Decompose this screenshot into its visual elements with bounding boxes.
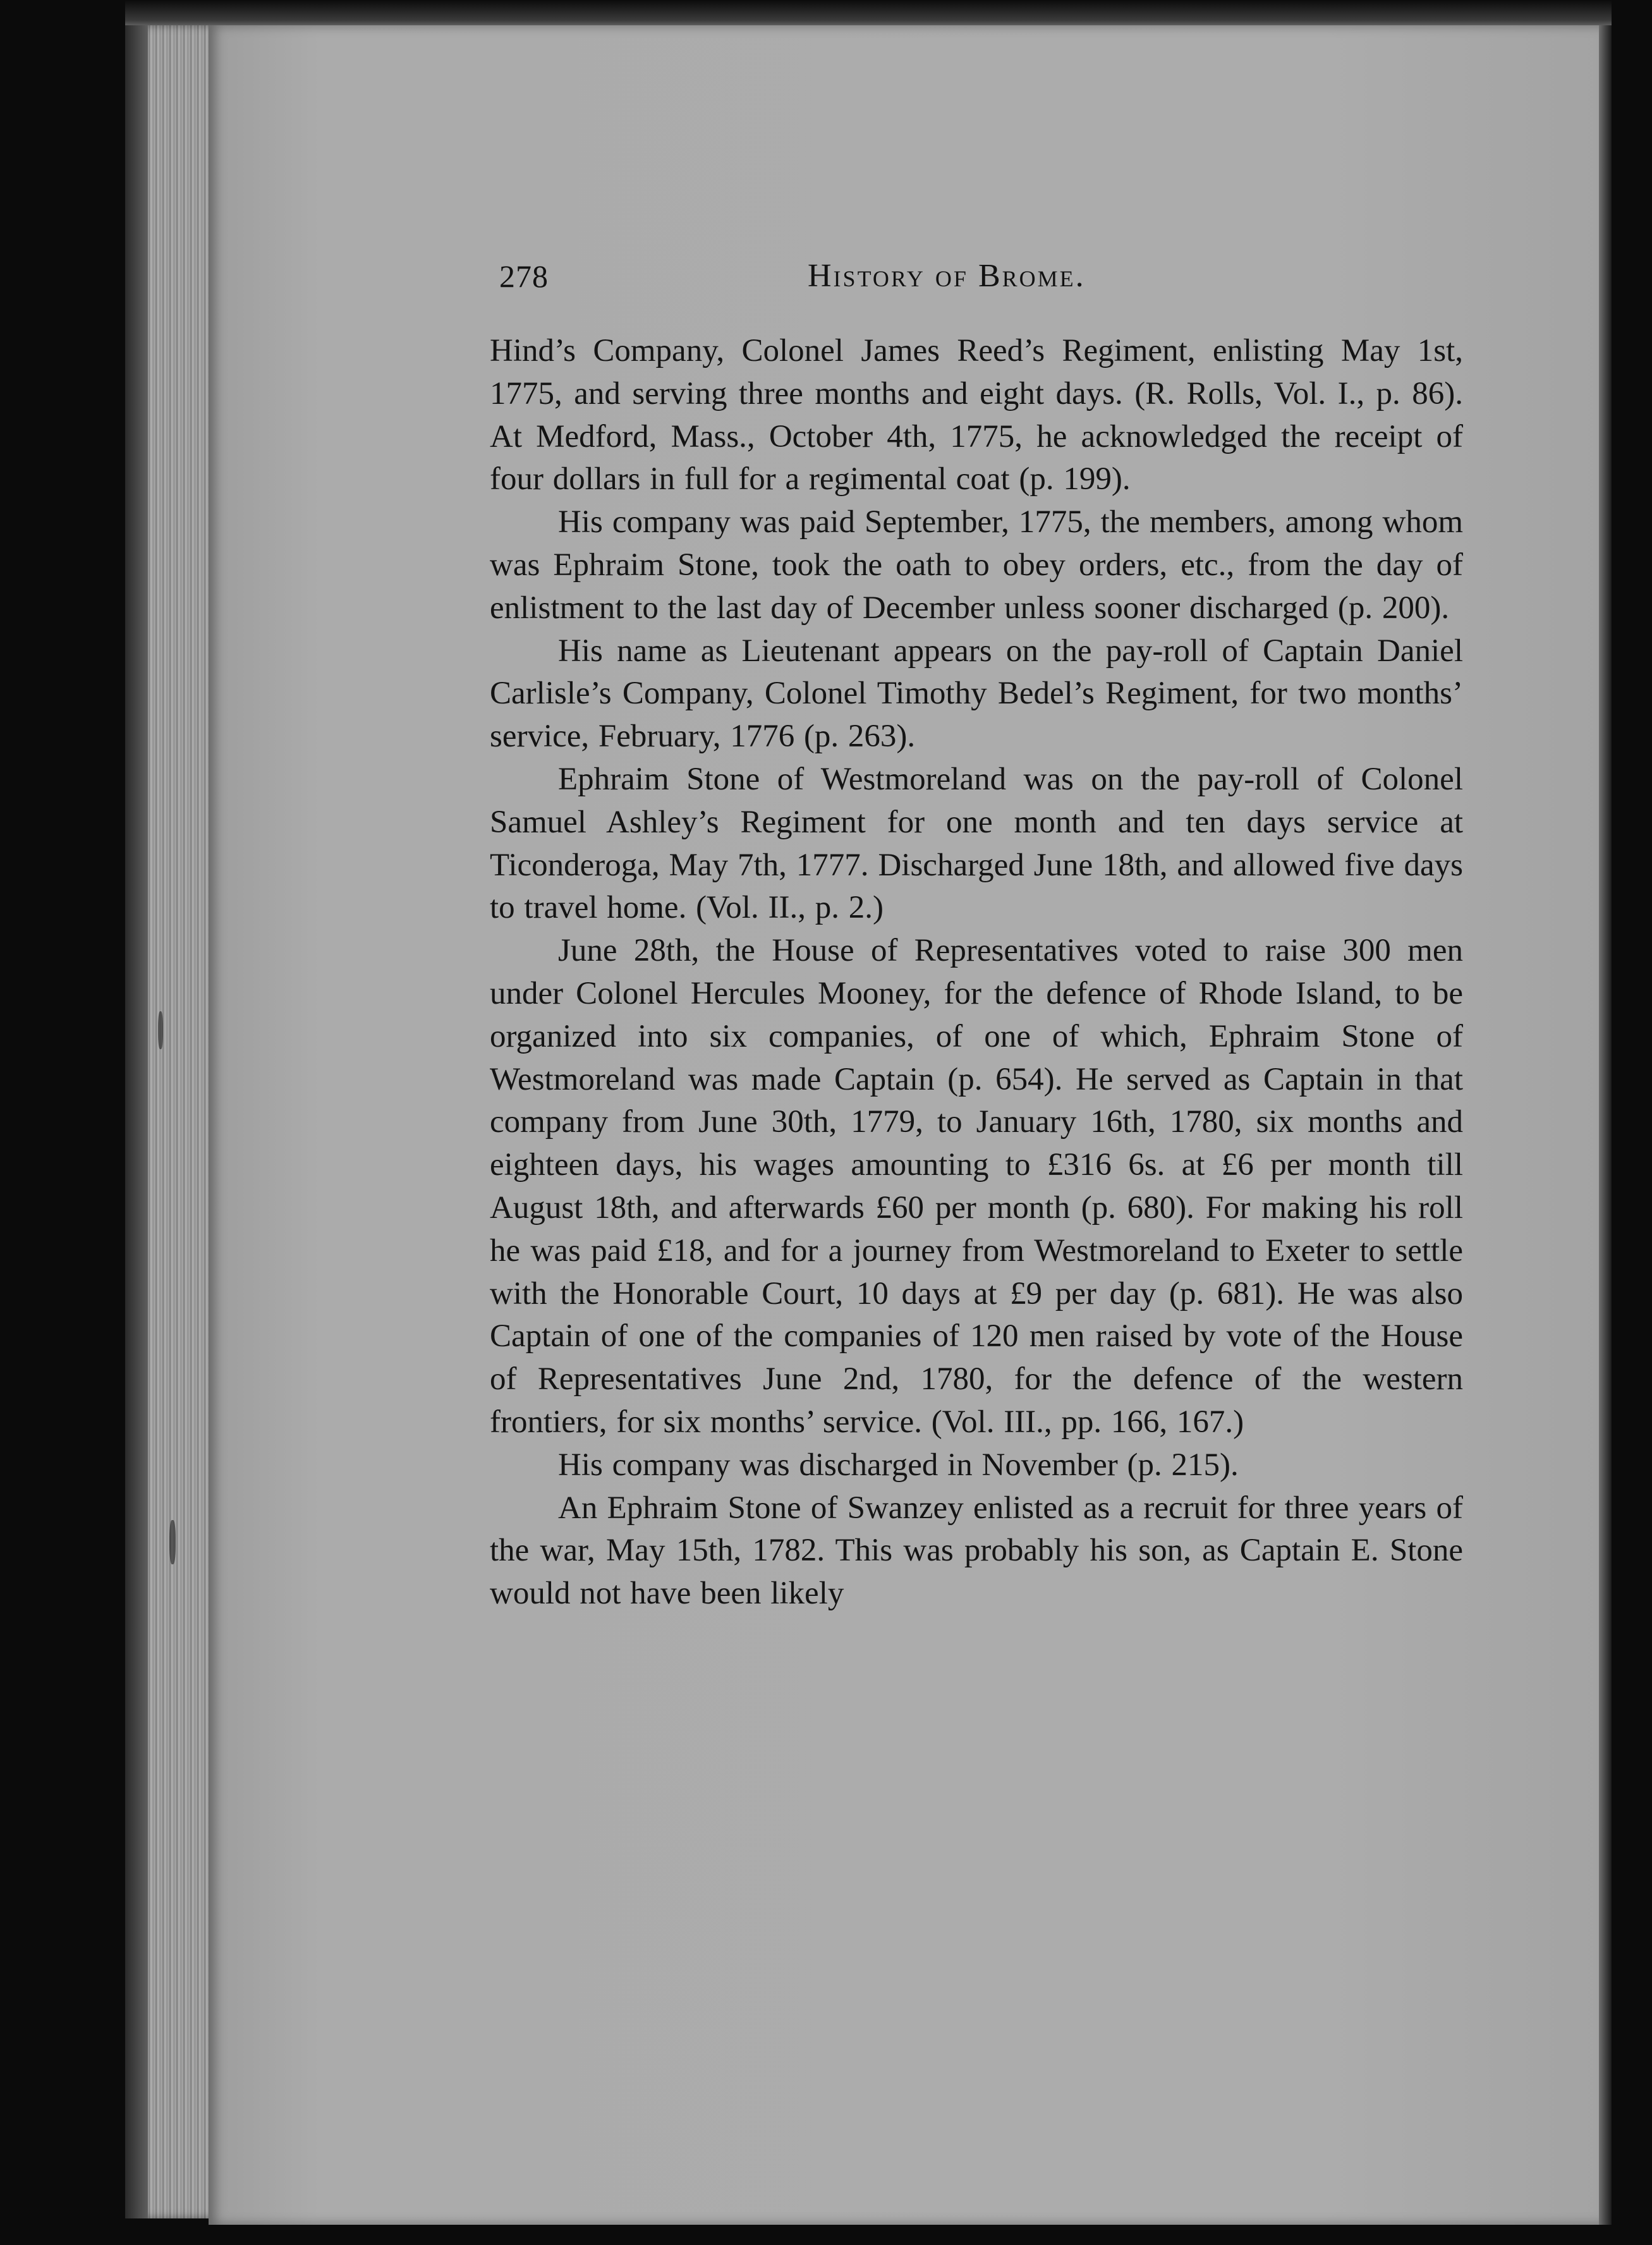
paragraph: An Ephraim Stone of Swanzey enlisted as a recruit for three years of the war, May 15th, 1782. This was probably his son, as Captain E. Stone would not have been likely [490,1490,1463,1612]
body-text [490,330,1463,1615]
paragraph: Ephraim Stone of Westmoreland was on the pay-roll of Colonel Samuel Ashley’s Regiment for one month and ten days service at Ticonderoga, May 7th, 1777. Discharged June 18th, and allowed five days to travel home. (Vol. II., p. 2.) [490,761,1463,926]
margin-mark [169,1520,176,1564]
paragraph: Hind’s Company, Colonel James Reed’s Regiment, enlisting May 1st, 1775, and serving three months and eight days. (R. Rolls, Vol. I., p. 86). At Medford, Mass., October 4th, 1775, he acknowledged the receipt of four dollars in full for a regimental coat (p. 199). [490,333,1463,497]
margin-mark [158,1011,163,1049]
page-number: 278 [499,259,549,294]
page-right-edge [1599,25,1612,2225]
paragraph: His company was discharged in November (p. 215). [558,1447,1239,1483]
paragraph: His company was paid September, 1775, the members, among whom was Ephraim Stone, took the oath to obey orders, etc., from the day of enlistment to the last day of December unless sooner discharged (p. 200). [490,504,1463,626]
running-head [499,254,1463,298]
paragraph: June 28th, the House of Representatives voted to raise 300 men under Colonel Hercules Mooney, for the defence of Rhode Island, to be organized into six companies, of one of which, Ephraim Stone of Westmoreland was made Captain (p. 654). He served as Captain in that company from June 30th, 1779, to January 16th, 1780, six months and eighteen days, his wages amounting to £316 6s. at £6 per month till August 18th, and afterwards £60 per month (p. 680). For making his roll he was paid £18, and for a journey from Westmoreland to Exeter to settle with the Honorable Court, 10 days at £9 per day (p. 681). He was also Captain of one of the companies of 120 men raised by vote of the House of Representatives June 2nd, 1780, for the defence of the western frontiers, for six months’ service. (Vol. III., pp. 166, 167.) [490,933,1463,1440]
paragraph: His name as Lieutenant appears on the pay-roll of Captain Daniel Carlisle’s Company, Colonel Timothy Bedel’s Regiment, for two months’ service, February, 1776 (p. 263). [490,633,1463,755]
running-title: History of Brome. [808,258,1086,294]
page-edges-gutter [125,25,148,2218]
